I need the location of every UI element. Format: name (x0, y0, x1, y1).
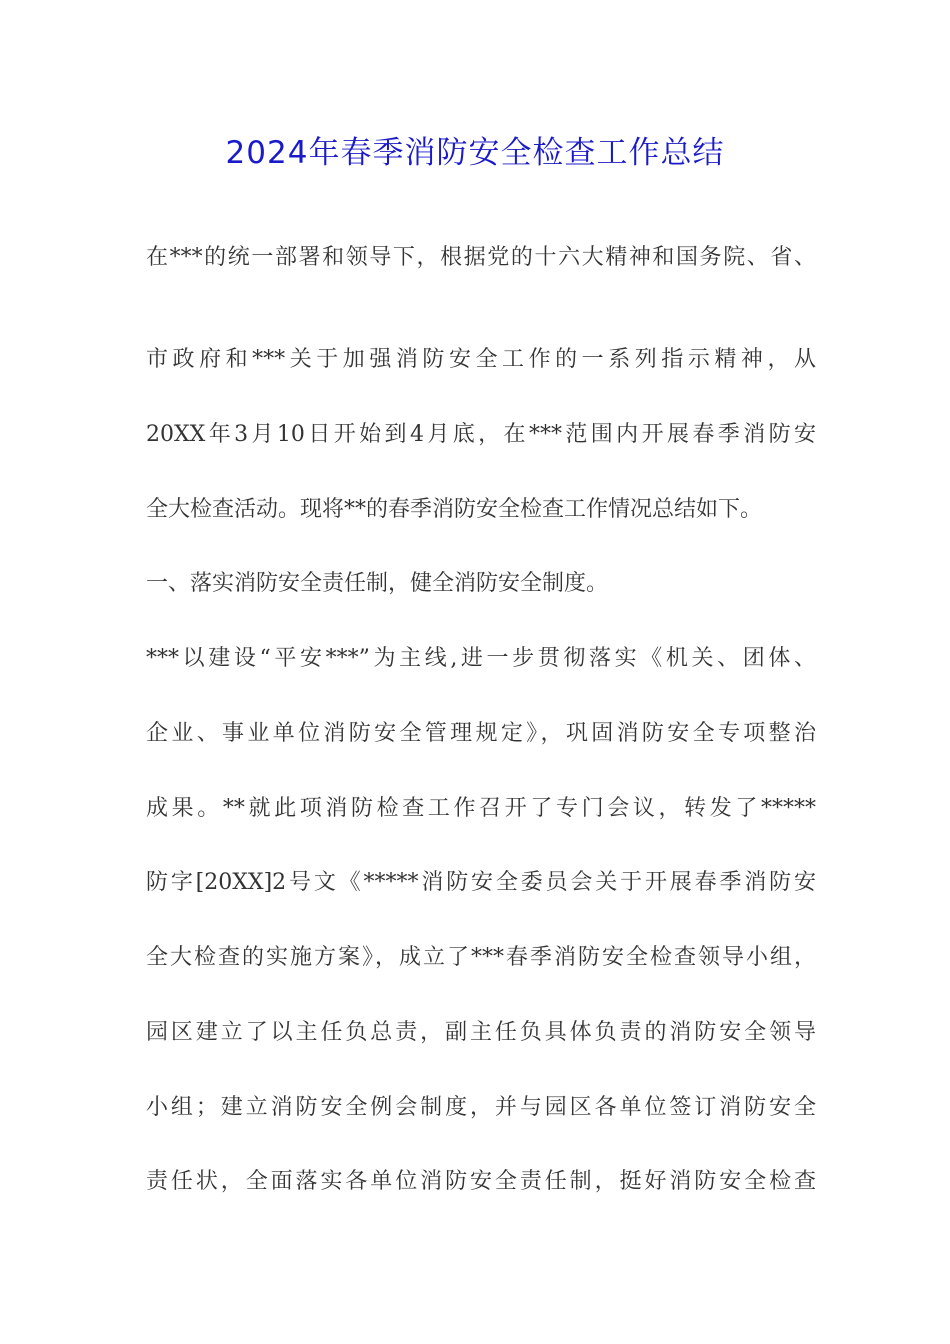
paragraph-line-1: 在***的统一部署和领导下，根据党的十六大精神和国务院、省、 (146, 245, 816, 270)
paragraph-line-6: ***以建设“平安***”为主线,进一步贯彻落实《机关、团体、 (146, 646, 816, 671)
paragraph-line-4: 全大检查活动。现将**的春季消防安全检查工作情况总结如下。 (146, 497, 763, 522)
paragraph-line-10: 全大检查的实施方案》，成立了***春季消防安全检查领导小组， (146, 945, 816, 970)
paragraph-line-9: 防字[20XX]2号文《*****消防安全委员会关于开展春季消防安 (146, 870, 816, 895)
paragraph-line-11: 园区建立了以主任负总责，副主任负具体负责的消防安全领导 (146, 1020, 816, 1045)
paragraph-line-7: 企业、事业单位消防安全管理规定》，巩固消防安全专项整治 (146, 721, 816, 746)
paragraph-line-13: 责任状，全面落实各单位消防安全责任制，挺好消防安全检查 (146, 1169, 816, 1194)
paragraph-line-2: 市政府和***关于加强消防安全工作的一系列指示精神，从 (146, 347, 816, 372)
paragraph-line-8: 成果。**就此项消防检查工作召开了专门会议，转发了***** (146, 796, 816, 821)
document-title: 2024年春季消防安全检查工作总结 (225, 135, 725, 171)
paragraph-line-12: 小组；建立消防安全例会制度，并与园区各单位签订消防安全 (146, 1095, 816, 1120)
paragraph-line-3: 20XX年3月10日开始到4月底，在***范围内开展春季消防安 (146, 422, 816, 447)
section-heading-1: 一、落实消防安全责任制，健全消防安全制度。 (146, 571, 609, 596)
